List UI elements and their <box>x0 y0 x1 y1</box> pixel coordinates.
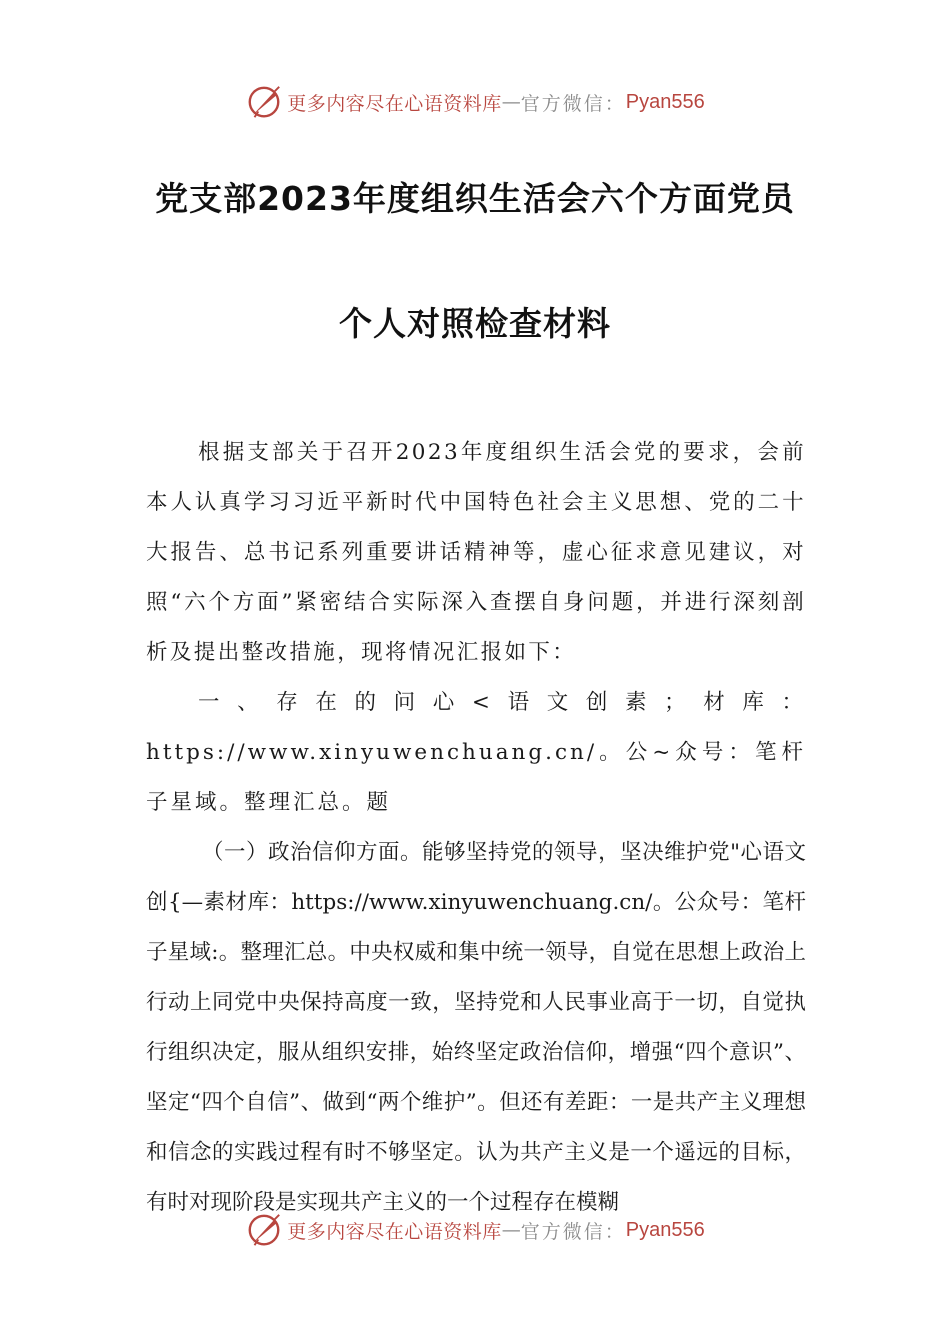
paragraph-political-belief: （一）政治信仰方面。能够坚持党的领导，坚决维护党"心语文创{—素材库：https://www.xinyuwenchuang.cn/。公众号：笔杆子星域:。整理汇总。中央权威和集中统一领导，自觉在思想上政治上行动上同党中央保持高度一致，坚持党和人民事业高于一切，自觉执行组织决定，服从组织安排，始终坚定政治信仰，增强“四个意识”、坚定“四个自信”、做到“两个维护”。但还有差距：一是共产主义理想和信念的实践过程有时不够坚定。认为共产主义是一个遥远的目标，有时对现阶段是实现共产主义的一个过程存在模糊 <box>146 840 806 1215</box>
paragraph-intro: 根据支部关于召开2023年度组织生活会党的要求，会前本人认真学习习近平新时代中国特色社会主义思想、党的二十大报告、总书记系列重要讲话精神等，虚心征求意见建议，对照“六个方面”紧密结合实际深入查摆自身问题，并进行深刻剖析及提出整改措施，现将情况汇报如下： <box>146 440 806 665</box>
footer-watermark-banner <box>0 1210 950 1250</box>
banner-dash: — <box>501 91 521 113</box>
banner-dash: — <box>501 1219 521 1241</box>
document-body <box>146 428 806 1228</box>
document-title-line2: 个人对照检查材料 <box>339 304 611 343</box>
section-heading-problems: 一、存在的问心<语文创素；材库：https://www.xinyuwenchuang.cn/。公~众号：笔杆子星域。整理汇总。题 <box>146 690 806 815</box>
quill-logo-icon <box>245 1211 283 1249</box>
banner-library-text: 更多内容尽在心语资料库 <box>287 1220 502 1243</box>
banner-wechat-label: 官方微信： <box>520 92 626 115</box>
header-watermark-banner <box>0 82 950 122</box>
banner-library-text: 更多内容尽在心语资料库 <box>287 92 502 115</box>
banner-wechat-id: Pyan556 <box>625 90 705 113</box>
document-title-line1: 党支部2023年度组织生活会六个方面党员 <box>155 179 795 218</box>
quill-logo-icon <box>245 83 283 121</box>
banner-wechat-label: 官方微信： <box>520 1220 626 1243</box>
banner-wechat-id: Pyan556 <box>625 1218 705 1241</box>
